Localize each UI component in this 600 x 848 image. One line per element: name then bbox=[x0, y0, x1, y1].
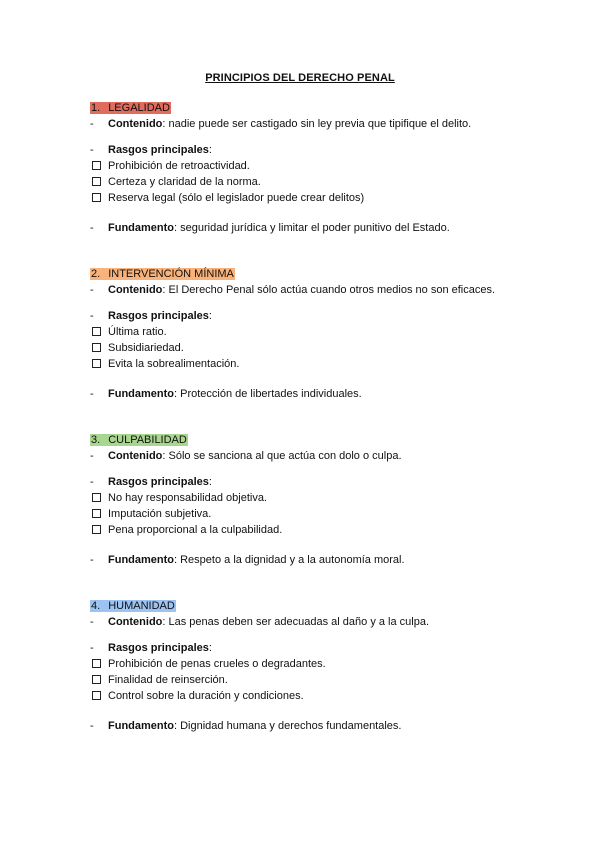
contenido-text: : Sólo se sanciona al que actúa con dolo o culpa. bbox=[162, 450, 402, 462]
dash-bullet: - bbox=[90, 144, 94, 156]
dash-bullet: - bbox=[90, 284, 94, 296]
dash-bullet: - bbox=[90, 310, 94, 322]
contenido-label: Contenido bbox=[108, 616, 163, 628]
fundamento-text: : Dignidad humana y derechos fundamentales. bbox=[174, 720, 402, 732]
contenido-text: : Las penas deben ser adecuadas al daño y a la culpa. bbox=[162, 616, 430, 628]
contenido-row bbox=[90, 282, 530, 298]
section-heading-highlight bbox=[90, 600, 176, 612]
rasgos-colon: : bbox=[208, 144, 212, 156]
fundamento-label: Fundamento bbox=[108, 720, 174, 732]
rasgos-row bbox=[90, 474, 530, 490]
section-intervencion-minima bbox=[90, 267, 530, 402]
rasgos-row bbox=[90, 640, 530, 656]
rasgo-item[interactable] bbox=[90, 158, 530, 174]
rasgo-text: Evita la sobrealimentación. bbox=[108, 358, 240, 370]
rasgos-label: Rasgos principales bbox=[108, 642, 209, 654]
rasgo-text: Prohibición de retroactividad. bbox=[108, 160, 250, 172]
checkbox[interactable] bbox=[92, 177, 101, 186]
section-number: 2. bbox=[91, 268, 101, 280]
dash-bullet: - bbox=[90, 720, 94, 732]
checkbox[interactable] bbox=[92, 359, 101, 368]
rasgo-text: Reserva legal (sólo el legislador puede crear delitos) bbox=[108, 192, 365, 204]
rasgos-label: Rasgos principales bbox=[108, 144, 209, 156]
checkbox[interactable] bbox=[92, 675, 101, 684]
checkbox[interactable] bbox=[92, 493, 101, 502]
rasgo-text: Imputación subjetiva. bbox=[108, 508, 212, 520]
page-title: PRINCIPIOS DEL DERECHO PENAL bbox=[205, 72, 395, 84]
fundamento-label: Fundamento bbox=[108, 388, 174, 400]
contenido-row bbox=[90, 116, 530, 132]
dash-bullet: - bbox=[90, 476, 94, 488]
fundamento-text: : Respeto a la dignidad y a la autonomía moral. bbox=[174, 554, 405, 566]
rasgo-text: Control sobre la duración y condiciones. bbox=[108, 690, 304, 702]
contenido-row bbox=[90, 448, 530, 464]
section-number: 3. bbox=[91, 434, 101, 446]
rasgo-item[interactable] bbox=[90, 656, 530, 672]
contenido-label: Contenido bbox=[108, 284, 163, 296]
fundamento-text: : seguridad jurídica y limitar el poder punitivo del Estado. bbox=[174, 222, 450, 234]
rasgo-text: No hay responsabilidad objetiva. bbox=[108, 492, 267, 504]
rasgos-row bbox=[90, 142, 530, 158]
rasgo-item[interactable] bbox=[90, 490, 530, 506]
section-humanidad bbox=[90, 599, 530, 734]
section-name: CULPABILIDAD bbox=[108, 434, 187, 446]
rasgos-colon: : bbox=[208, 642, 212, 654]
section-heading-highlight bbox=[90, 434, 188, 446]
rasgo-text: Certeza y claridad de la norma. bbox=[108, 176, 261, 188]
fundamento-row bbox=[90, 220, 530, 236]
section-heading-highlight bbox=[90, 102, 171, 114]
rasgo-item[interactable] bbox=[90, 522, 530, 538]
rasgos-row bbox=[90, 308, 530, 324]
rasgo-text: Pena proporcional a la culpabilidad. bbox=[108, 524, 283, 536]
checkbox[interactable] bbox=[92, 659, 101, 668]
fundamento-row bbox=[90, 386, 530, 402]
rasgo-text: Finalidad de reinserción. bbox=[108, 674, 228, 686]
rasgo-text: Subsidiariedad. bbox=[108, 342, 184, 354]
checkbox[interactable] bbox=[92, 343, 101, 352]
section-heading bbox=[90, 599, 530, 614]
section-number: 4. bbox=[91, 600, 101, 612]
contenido-label: Contenido bbox=[108, 118, 163, 130]
dash-bullet: - bbox=[90, 388, 94, 400]
rasgo-text: Última ratio. bbox=[108, 326, 167, 338]
dash-bullet: - bbox=[90, 554, 94, 566]
rasgo-item[interactable] bbox=[90, 340, 530, 356]
rasgo-item[interactable] bbox=[90, 506, 530, 522]
section-heading bbox=[90, 101, 530, 116]
rasgo-item[interactable] bbox=[90, 174, 530, 190]
contenido-label: Contenido bbox=[108, 450, 163, 462]
section-name: HUMANIDAD bbox=[108, 600, 175, 612]
section-culpabilidad bbox=[90, 433, 530, 568]
rasgos-label: Rasgos principales bbox=[108, 310, 209, 322]
section-legalidad bbox=[90, 101, 530, 236]
rasgos-colon: : bbox=[208, 310, 212, 322]
rasgo-item[interactable] bbox=[90, 672, 530, 688]
contenido-row bbox=[90, 614, 530, 630]
rasgo-item[interactable] bbox=[90, 324, 530, 340]
dash-bullet: - bbox=[90, 642, 94, 654]
checkbox[interactable] bbox=[92, 193, 101, 202]
section-name: LEGALIDAD bbox=[108, 102, 170, 114]
fundamento-label: Fundamento bbox=[108, 554, 174, 566]
rasgo-item[interactable] bbox=[90, 688, 530, 704]
section-heading-highlight bbox=[90, 268, 235, 280]
fundamento-row bbox=[90, 552, 530, 568]
rasgo-item[interactable] bbox=[90, 356, 530, 372]
checkbox[interactable] bbox=[92, 525, 101, 534]
rasgo-text: Prohibición de penas crueles o degradantes. bbox=[108, 658, 326, 670]
section-heading bbox=[90, 267, 530, 282]
contenido-text: : El Derecho Penal sólo actúa cuando otros medios no son eficaces. bbox=[162, 284, 496, 296]
contenido-text: : nadie puede ser castigado sin ley previa que tipifique el delito. bbox=[162, 118, 472, 130]
fundamento-label: Fundamento bbox=[108, 222, 174, 234]
dash-bullet: - bbox=[90, 616, 94, 628]
section-number: 1. bbox=[91, 102, 101, 114]
section-heading bbox=[90, 433, 530, 448]
rasgos-colon: : bbox=[208, 476, 212, 488]
fundamento-text: : Protección de libertades individuales. bbox=[174, 388, 362, 400]
fundamento-row bbox=[90, 718, 530, 734]
rasgos-label: Rasgos principales bbox=[108, 476, 209, 488]
checkbox[interactable] bbox=[92, 327, 101, 336]
rasgo-item[interactable] bbox=[90, 190, 530, 206]
checkbox[interactable] bbox=[92, 161, 101, 170]
dash-bullet: - bbox=[90, 118, 94, 130]
dash-bullet: - bbox=[90, 450, 94, 462]
dash-bullet: - bbox=[90, 222, 94, 234]
checkbox[interactable] bbox=[92, 509, 101, 518]
checkbox[interactable] bbox=[92, 691, 101, 700]
section-name: INTERVENCIÓN MÍNIMA bbox=[108, 268, 234, 280]
